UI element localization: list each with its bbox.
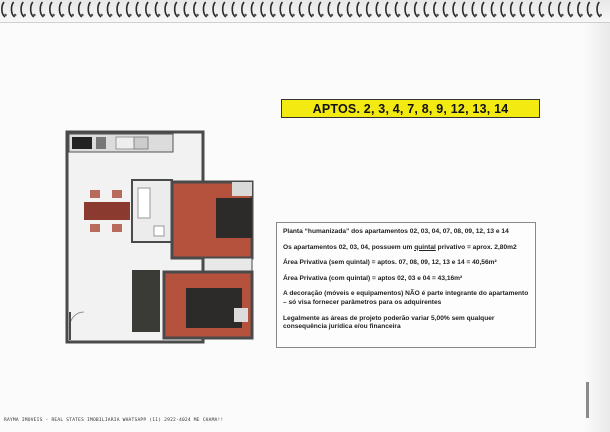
toilet <box>154 226 164 236</box>
info-line-1: Planta “humanizada” dos apartamentos 02, 03, 04, 07, 08, 09, 12, 13 e 14 <box>283 228 509 235</box>
chair <box>112 190 122 198</box>
binding-hole <box>484 14 487 17</box>
binding-hole <box>254 14 257 17</box>
binding-hole <box>398 14 401 17</box>
binding-hole <box>359 14 362 17</box>
bedroom-2-bed <box>186 288 242 328</box>
info-line-5: A decoração (móveis e equipamentos) NÃO é parte integrante do apartamento – só visa fornecer parâmetros para os adquirentes <box>283 290 529 306</box>
hallway <box>204 258 252 272</box>
binding-hole <box>532 14 535 17</box>
binding-hole <box>388 14 391 17</box>
footer-text: RAYMA IMOVEIS - REAL STATES IMOBILIARIA WHATSAPP (11) 2922-4024 ME CHAMA!! <box>4 418 224 423</box>
binding-hole <box>23 14 26 17</box>
dining-table <box>84 202 130 220</box>
sofa <box>132 270 160 332</box>
binding-hole <box>590 14 593 17</box>
binding-hole <box>52 14 55 17</box>
binding-hole <box>129 14 132 17</box>
binding-hole <box>139 14 142 17</box>
chair <box>112 224 122 232</box>
binding-hole <box>110 14 113 17</box>
binding-hole <box>283 14 286 17</box>
binding-hole <box>119 14 122 17</box>
binding-hole <box>244 14 247 17</box>
kitchen-cabinet <box>116 137 134 149</box>
binding-hole <box>465 14 468 17</box>
binding-hole <box>513 14 516 17</box>
kitchen-stove <box>134 137 148 149</box>
bedroom-1-nightstand <box>232 182 252 196</box>
info-line-2 <box>283 244 529 253</box>
binding-hole <box>4 14 7 17</box>
binding-hole <box>523 14 526 17</box>
binding-hole <box>350 14 353 17</box>
info-box <box>276 222 536 348</box>
binding-hole <box>407 14 410 17</box>
floor-plan-illustration <box>64 130 256 344</box>
binding-hole <box>599 14 602 17</box>
chair <box>90 224 100 232</box>
binding-hole <box>14 14 17 17</box>
binding-hole <box>196 14 199 17</box>
spiral-binding-rings <box>0 0 610 22</box>
binding-hole <box>340 14 343 17</box>
binding-hole <box>311 14 314 17</box>
quintal-underlined: quintal <box>414 243 436 251</box>
binding-hole <box>475 14 478 17</box>
binding-hole <box>148 14 151 17</box>
binding-hole <box>369 14 372 17</box>
binding-hole <box>273 14 276 17</box>
binding-hole <box>263 14 266 17</box>
info-line-4: Área Privativa (com quintal) = aptos 02, 03 e 04 = 43,16m² <box>283 274 463 282</box>
binding-hole <box>551 14 554 17</box>
kitchen-appliance <box>72 137 92 149</box>
page-edge-shadow <box>584 22 610 432</box>
binding-hole <box>494 14 497 17</box>
bedroom-1-bed <box>216 198 252 238</box>
binding-hole <box>561 14 564 17</box>
info-line-2-text: Os apartamentos 02, 03, 04, possuem um <box>283 243 415 251</box>
binding-hole <box>225 14 228 17</box>
binding-hole <box>100 14 103 17</box>
binding-hole <box>379 14 382 17</box>
binding-hole <box>580 14 583 17</box>
binding-hole <box>446 14 449 17</box>
binding-hole <box>331 14 334 17</box>
binding-hole <box>571 14 574 17</box>
info-line-6: Legalmente as áreas de projeto poderão variar 5,00% sem qualquer consequência jurídica e/ou financeira <box>283 314 495 331</box>
binding-hole <box>235 14 238 17</box>
binding-hole <box>71 14 74 17</box>
binding-hole <box>158 14 161 17</box>
binding-hole <box>542 14 545 17</box>
bedroom-2-nightstand <box>234 308 248 322</box>
binding-hole <box>455 14 458 17</box>
binding-hole <box>167 14 170 17</box>
binding-hole <box>292 14 295 17</box>
binding-hole <box>62 14 65 17</box>
kitchen-sink <box>96 137 106 149</box>
binding-hole <box>33 14 36 17</box>
binding-hole <box>321 14 324 17</box>
binding-hole <box>503 14 506 17</box>
binding-hole <box>43 14 46 17</box>
binding-hole <box>187 14 190 17</box>
binding-hole <box>81 14 84 17</box>
binding-hole <box>302 14 305 17</box>
binding-hole <box>206 14 209 17</box>
binding-hole <box>215 14 218 17</box>
binding-hole <box>177 14 180 17</box>
shower <box>138 188 150 218</box>
binding-hole <box>91 14 94 17</box>
apartments-title: APTOS. 2, 3, 4, 7, 8, 9, 12, 13, 14 <box>281 99 540 118</box>
binding-hole <box>417 14 420 17</box>
chair <box>90 190 100 198</box>
binding-hole <box>427 14 430 17</box>
spiral-binding <box>0 0 610 23</box>
info-line-3: Área Privativa (sem quintal) = aptos. 07, 08, 09, 12, 13 e 14 = 40,56m² <box>283 259 497 267</box>
binding-hole <box>436 14 439 17</box>
page-edge-mark <box>586 382 589 418</box>
info-line-2-area: privativo = aprox. 2,80m2 <box>435 243 517 251</box>
